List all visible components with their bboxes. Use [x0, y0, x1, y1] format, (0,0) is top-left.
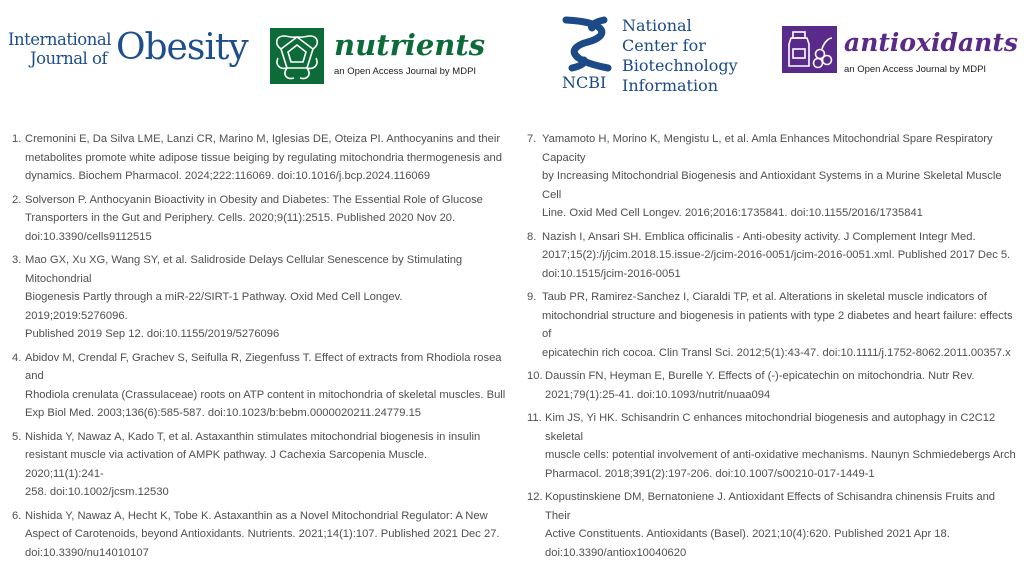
reference-text-line: Nazish I, Ansari SH. Emblica officinalis - Anti-obesity activity. J Complement Integr Med. — [542, 230, 976, 243]
reference-text-line: by Increasing Mitochondrial Biogenesis and Antioxidant Systems in a Murine Skeletal Muscle Cell — [542, 170, 1002, 201]
reference-item — [12, 191, 506, 247]
ncbi-name-line: Biotechnology — [622, 56, 738, 75]
reference-text-line: Daussin FN, Heyman E, Burelle Y. Effects of (-)-epicatechin on mitochondria. Nutr Rev. — [545, 370, 975, 382]
reference-text-line: Active Constituents. Antioxidants (Basel). 2021;10(4):620. Published 2021 Apr 18. — [545, 528, 950, 540]
reference-text-line: dynamics. Biochem Pharmacol. 2024;222:116069. doi:10.1016/j.bcp.2024.116069 — [25, 170, 431, 182]
ijo-logo-line1: International — [8, 30, 111, 49]
ncbi-acronym: NCBI — [562, 73, 607, 92]
reference-text-line: doi:10.3390/antiox10040620 — [545, 546, 687, 559]
reference-text-line: epicatechin rich cocoa. Clin Transl Sci. 2012;5(1):43-47. doi:10.1111/j.1752-8062.2011.00357.x — [542, 346, 1011, 359]
reference-text-line: Line. Oxid Med Cell Longev. 2016;2016:1735841. doi:10.1155/2016/1735841 — [542, 207, 923, 219]
antioxidants-logo-name: antioxidants — [844, 28, 1018, 57]
reference-number: 4. — [12, 351, 22, 364]
reference-text-line: Abidov M, Crendal F, Grachev S, Seifulla R, Ziegenfuss T. Effect of extracts from Rhodiola rosea and — [25, 351, 502, 382]
reference-number: 3. — [12, 254, 22, 266]
reference-item — [12, 130, 506, 186]
antioxidants-logo-subtitle: an Open Access Journal by MDPI — [844, 64, 987, 75]
reference-number: 8. — [527, 230, 537, 243]
reference-item — [12, 349, 506, 423]
reference-item — [527, 409, 1021, 483]
reference-number: 2. — [12, 193, 22, 206]
reference-list-left — [12, 130, 506, 567]
reference-text-line: Rhodiola crenulata (Crassulaceae) roots on ATP content in mitochondria of skeletal muscles. Bull — [25, 388, 506, 401]
nutrients-logo-subtitle: an Open Access Journal by MDPI — [334, 66, 477, 77]
reference-text-line: Biogenesis Partly through a miR-22/SIRT-1 Pathway. Oxid Med Cell Longev. 2019;2019:5276096. — [25, 291, 403, 322]
ijo-logo-line2: Journal of — [30, 49, 108, 68]
nutrients-logo-name: nutrients — [334, 28, 486, 62]
reference-number: 7. — [527, 133, 537, 145]
reference-item — [527, 488, 1021, 562]
reference-text-line: resistant muscle via activation of AMPK pathway. J Cachexia Sarcopenia Muscle. 2020;11(1):241- — [25, 449, 428, 480]
reference-number: 6. — [12, 509, 22, 522]
reference-text-line: Exp Biol Med. 2003;136(6):585-587. doi:10.1023/b:bebm.0000020211.24779.15 — [25, 407, 422, 419]
ncbi-name-line: Information — [622, 76, 719, 95]
reference-item — [527, 288, 1021, 362]
reference-number: 10. — [527, 370, 543, 382]
reference-text-line: 2021;79(1):25-41. doi:10.1093/nutrit/nuaa094 — [545, 388, 771, 401]
reference-text-line: 258. doi:10.1002/jcsm.12530 — [25, 486, 169, 498]
antioxidants-logo — [782, 26, 1022, 76]
reference-text-line: Transporters in the Gut and Periphery. Cells. 2020;9(11):2515. Published 2020 Nov 20. — [25, 212, 456, 224]
reference-text-line: Pharmacol. 2018;391(2):197-206. doi:10.1007/s00210-017-1449-1 — [545, 467, 875, 480]
reference-text-line: doi:10.3390/cells9112515 — [25, 230, 152, 243]
reference-text-line: Kim JS, Yi HK. Schisandrin C enhances mitochondrial biogenesis and autophagy in C2C12 skeletal — [545, 412, 996, 443]
reference-text-line: doi:10.1515/jcim-2016-0051 — [542, 267, 681, 280]
reference-item — [12, 251, 506, 344]
reference-number: 9. — [527, 291, 537, 303]
reference-text-line: doi:10.3390/nu14010107 — [25, 546, 149, 559]
reference-number: 12. — [527, 491, 543, 503]
reference-number: 5. — [12, 430, 22, 443]
reference-text-line: mitochondrial structure and biogenesis in patients with type 2 diabetes and heart failure: effects of — [542, 309, 1013, 340]
reference-item — [527, 130, 1021, 223]
reference-item — [527, 228, 1021, 284]
reference-item — [12, 507, 506, 563]
reference-item — [527, 367, 1021, 404]
reference-text-line: muscle cells: potential involvement of anti-oxidative mechanisms. Naunyn Schmiedebergs Arch — [545, 449, 1016, 461]
international-journal-of-obesity-logo — [8, 28, 248, 78]
reference-text-line: Yamamoto H, Morino K, Mengistu L, et al. Amla Enhances Mitochondrial Spare Respiratory Capacity — [542, 133, 993, 164]
leaf-pentagon-icon — [270, 28, 324, 84]
reference-text-line: Nishida Y, Nawaz A, Hecht K, Tobe K. Astaxanthin as a Novel Mitochondrial Regulator: A New — [25, 509, 488, 522]
reference-text-line: Aspect of Carotenoids, beyond Antioxidants. Nutrients. 2021;14(1):107. Published 2021 Dec 27. — [25, 528, 500, 540]
ncbi-name-line: Center for — [622, 36, 706, 55]
reference-text-line: Mao GX, Xu XG, Wang SY, et al. Salidroside Delays Cellular Senescence by Stimulating Mitochondrial — [25, 254, 463, 285]
logo-bar — [0, 0, 1024, 110]
reference-text-line: Taub PR, Ramirez-Sanchez I, Ciaraldi TP, et al. Alterations in skeletal muscle indicators of — [542, 291, 987, 303]
reference-item — [12, 428, 506, 502]
bottle-berries-icon — [782, 26, 837, 73]
ncbi-name-line: National — [622, 16, 692, 35]
reference-text-line: Solverson P. Anthocyanin Bioactivity in Obesity and Diabetes: The Essential Role of Glucose — [25, 193, 483, 206]
reference-list-right — [527, 130, 1021, 567]
dna-helix-icon — [558, 14, 620, 78]
reference-text-line: Nishida Y, Nawaz A, Kado T, et al. Astaxanthin stimulates mitochondrial biogenesis in insulin — [25, 430, 481, 443]
reference-number: 11. — [527, 412, 542, 424]
reference-text-line: Published 2019 Sep 12. doi:10.1155/2019/5276096 — [25, 328, 280, 340]
ncbi-full-name — [622, 16, 762, 96]
reference-text-line: metabolites promote white adipose tissue beiging by regulating mitochondria thermogenesis and — [25, 151, 502, 164]
reference-text-line: 2017;15(2):/j/jcim.2018.15.issue-2/jcim-2016-0051/jcim-2016-0051.xml. Published 2017 Dec 5. — [542, 249, 1011, 261]
reference-text-line: Cremonini E, Da Silva LME, Lanzi CR, Marino M, Iglesias DE, Oteiza PI. Anthocyanins and their — [25, 133, 501, 145]
reference-text-line: Kopustinskiene DM, Bernatoniene J. Antioxidant Effects of Schisandra chinensis Fruits and Their — [545, 491, 996, 522]
reference-number: 1. — [12, 133, 22, 145]
nutrients-logo — [270, 28, 510, 84]
ncbi-logo — [558, 14, 758, 98]
ijo-logo-big: Obesity — [116, 27, 248, 68]
